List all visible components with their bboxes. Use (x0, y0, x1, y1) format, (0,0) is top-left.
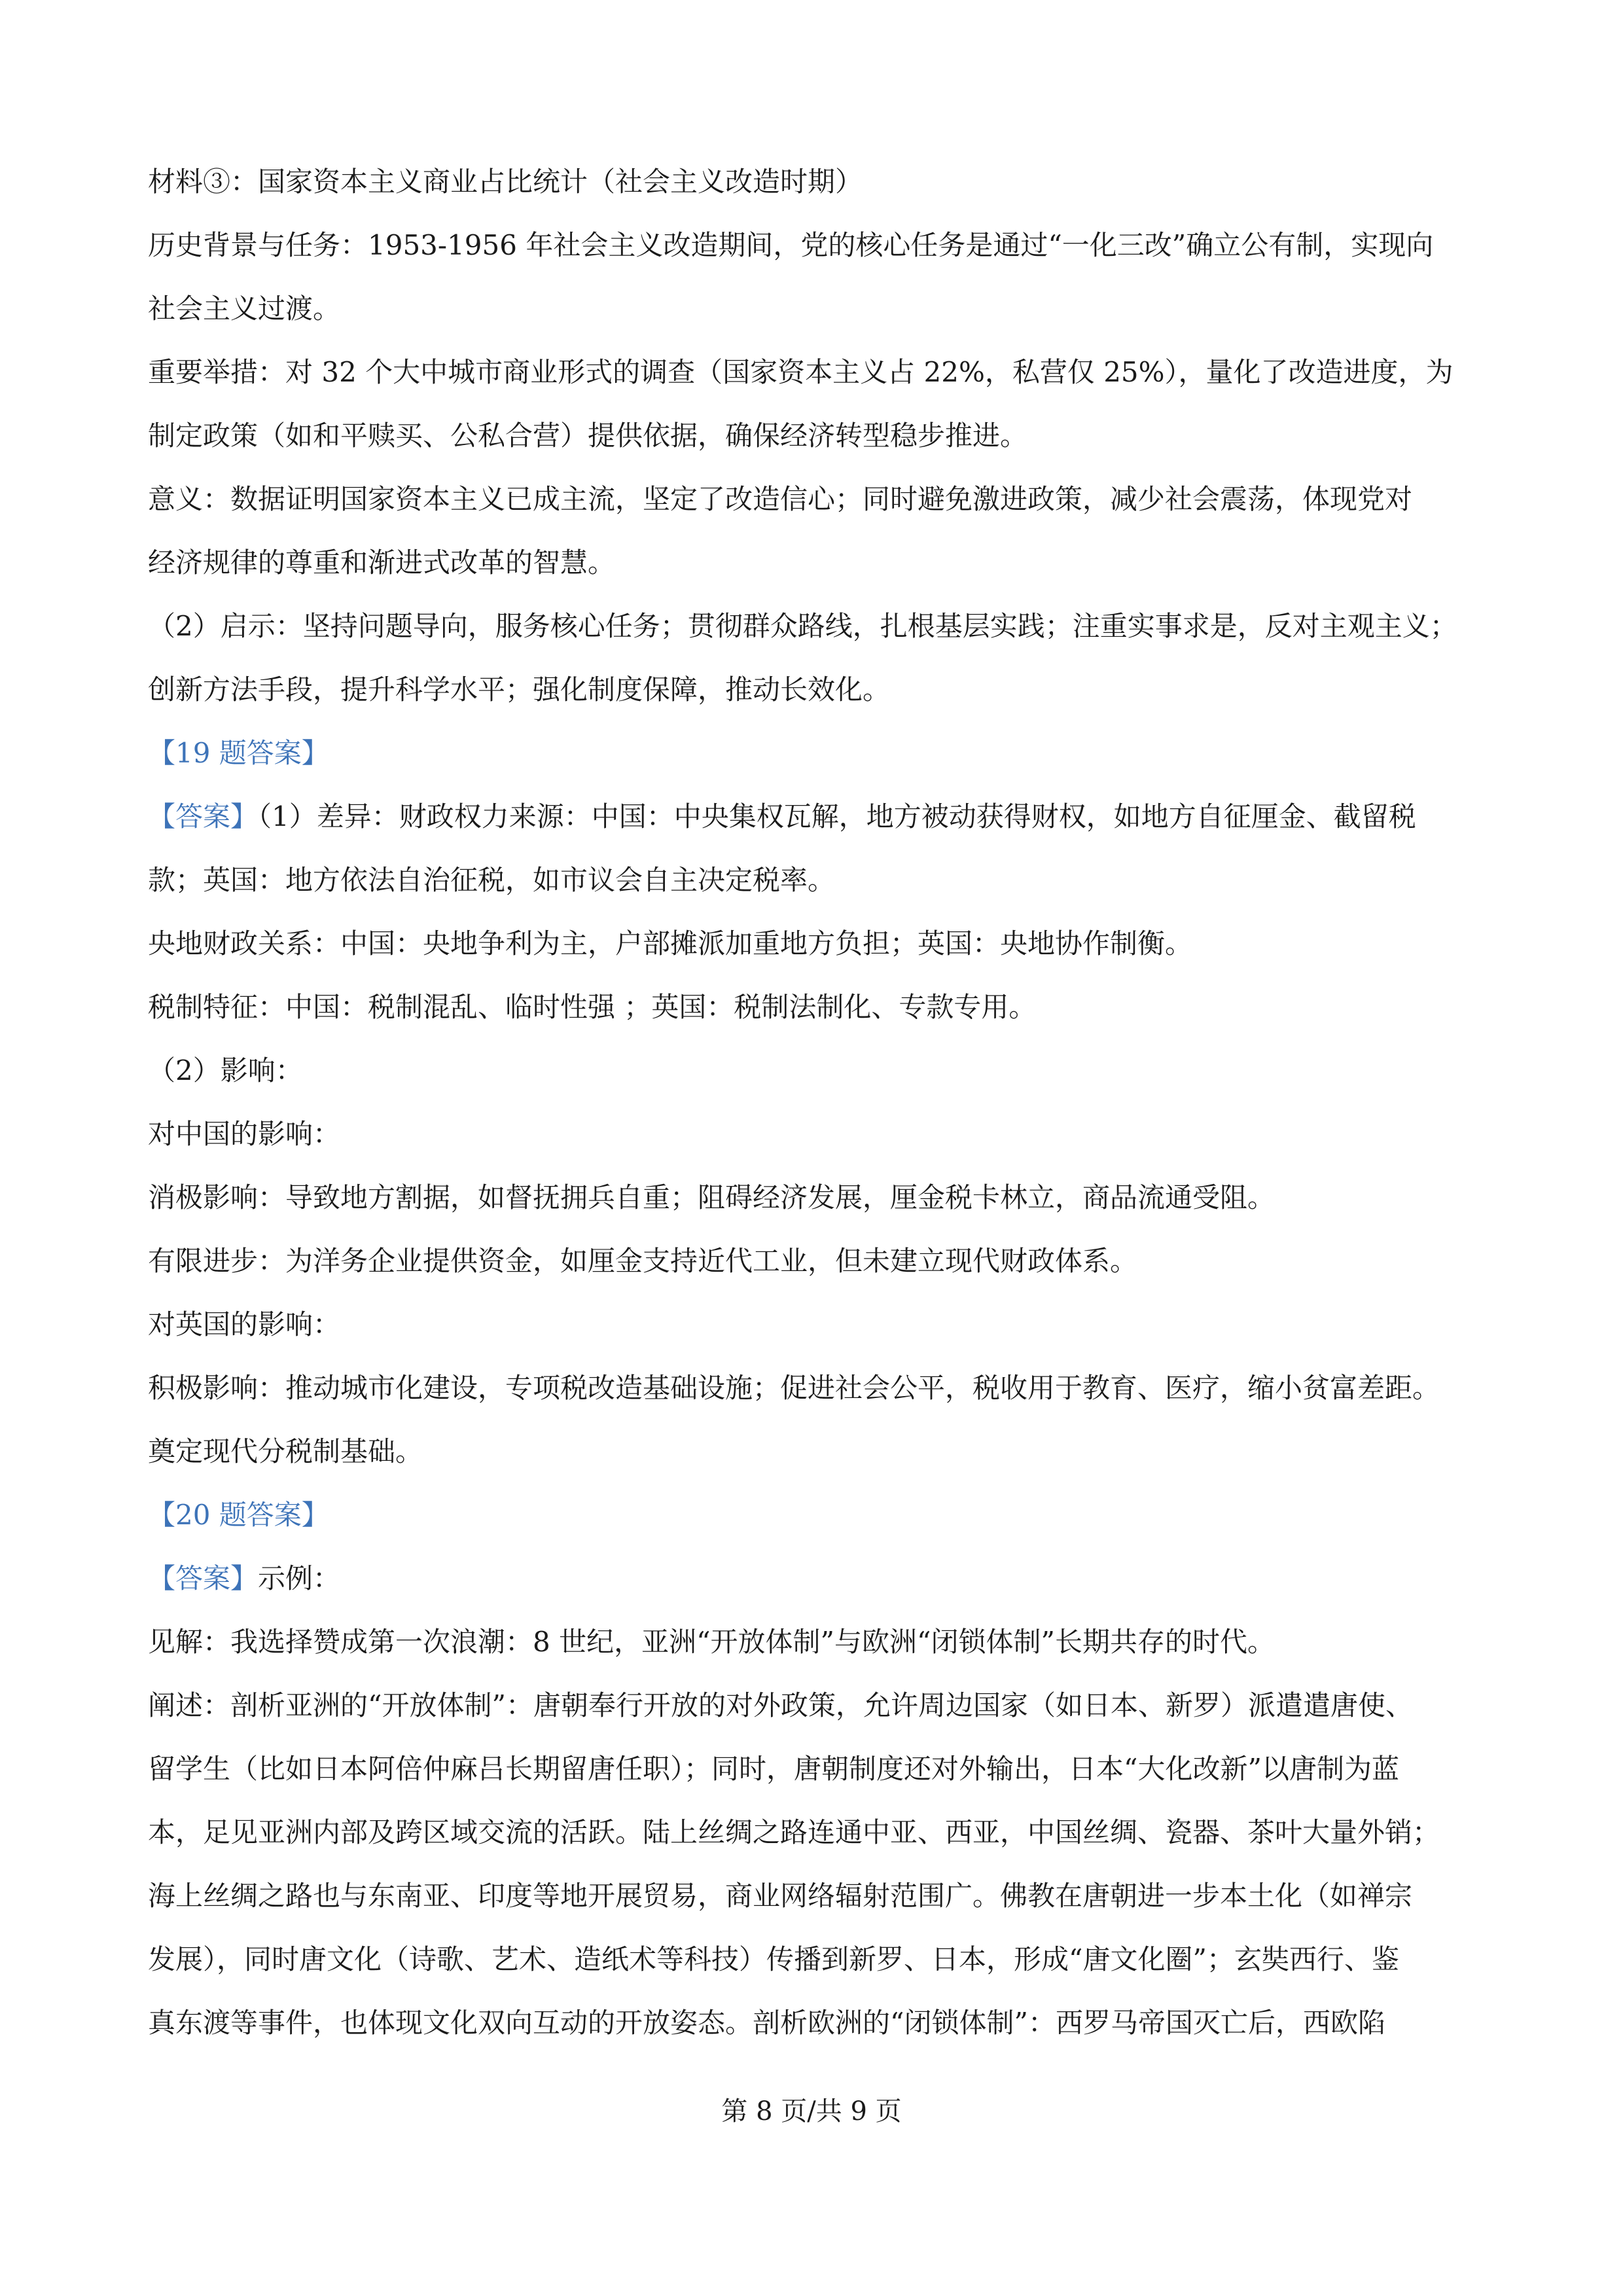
question-20-heading: 【20 题答案】 (148, 1499, 329, 1531)
paragraph-line: 材料③：国家资本主义商业占比统计（社会主义改造时期） (148, 166, 863, 198)
answer-text: （1）差异：财政权力来源：中国：中央集权瓦解，地方被动获得财权，如地方自征厘金、截留税 (258, 800, 1416, 833)
paragraph-line: 意义：数据证明国家资本主义已成主流，坚定了改造信心；同时避免激进政策，减少社会震荡，体现党对 (148, 483, 1413, 515)
paragraph-line: 留学生（比如日本阿倍仲麻吕长期留唐任职）；同时，唐朝制度还对外输出，日本“大化改新”以唐制为蓝 (148, 1753, 1399, 1785)
paragraph-line: 消极影响：导致地方割据，如督抚拥兵自重；阻碍经济发展，厘金税卡林立，商品流通受阻。 (148, 1181, 1275, 1213)
paragraph-line: 本，足见亚洲内部及跨区域交流的活跃。陆上丝绸之路连通中亚、西亚，中国丝绸、瓷器、茶叶大量外销； (148, 1816, 1440, 1848)
paragraph-line: 对英国的影响： (148, 1308, 341, 1340)
page-number-footer: 第 8 页/共 9 页 (721, 2096, 902, 2126)
paragraph-line: 经济规律的尊重和渐进式改革的智慧。 (148, 547, 616, 579)
question-19-heading: 【19 题答案】 (148, 737, 329, 769)
paragraph-line: （2）影响： (148, 1054, 303, 1086)
paragraph-line: 央地财政关系：中国：央地争利为主，户部摊派加重地方负担；英国：央地协作制衡。 (148, 927, 1193, 960)
paragraph-line: 社会主义过渡。 (148, 293, 341, 325)
paragraph-line: 创新方法手段，提升科学水平；强化制度保障，推动长效化。 (148, 673, 891, 706)
paragraph-line: 海上丝绸之路也与东南亚、印度等地开展贸易，商业网络辐射范围广。佛教在唐朝进一步本土化（如禅宗 (148, 1880, 1413, 1912)
answer-label: 【答案】 (148, 1562, 259, 1594)
paragraph-line: 阐述：剖析亚洲的“开放体制”：唐朝奉行开放的对外政策，允许周边国家（如日本、新罗）派遣遣唐使、 (148, 1689, 1413, 1721)
paragraph-line: 款；英国：地方依法自治征税，如市议会自主决定税率。 (148, 864, 836, 896)
paragraph-line: 制定政策（如和平赎买、公私合营）提供依据，确保经济转型稳步推进。 (148, 420, 1028, 452)
paragraph-line: （2）启示：坚持问题导向，服务核心任务；贯彻群众路线，扎根基层实践；注重实事求是，反对主观主义； (148, 610, 1457, 642)
paragraph-line: 重要举措：对 32 个大中城市商业形式的调查（国家资本主义占 22%，私营仅 25%），量化了改造进度，为 (148, 356, 1454, 388)
paragraph-line: 见解：我选择赞成第一次浪潮：8 世纪，亚洲“开放体制”与欧洲“闭锁体制”长期共存的时代。 (148, 1626, 1275, 1658)
paragraph-line: 奠定现代分税制基础。 (148, 1435, 423, 1467)
answer-label: 【答案】 (148, 800, 259, 833)
paragraph-line: 历史背景与任务：1953-1956 年社会主义改造期间，党的核心任务是通过“一化三改”确立公有制，实现向 (148, 229, 1434, 261)
paragraph-line: 积极影响：推动城市化建设，专项税改造基础设施；促进社会公平，税收用于教育、医疗，缩小贫富差距。 (148, 1372, 1440, 1404)
answer-text: 示例： (258, 1562, 341, 1594)
paragraph-line: 发展），同时唐文化（诗歌、艺术、造纸术等科技）传播到新罗、日本，形成“唐文化圈”；玄奘西行、鉴 (148, 1943, 1399, 1975)
paragraph-line: 税制特征：中国：税制混乱、临时性强 ；英国：税制法制化、专款专用。 (148, 991, 1037, 1023)
paragraph-line: 有限进步：为洋务企业提供资金，如厘金支持近代工业，但未建立现代财政体系。 (148, 1245, 1138, 1277)
paragraph-line (148, 797, 1479, 836)
paragraph-line: 真东渡等事件，也体现文化双向互动的开放姿态。剖析欧洲的“闭锁体制”：西罗马帝国灭亡后，西欧陷 (148, 2007, 1385, 2039)
paragraph-line: 对中国的影响： (148, 1118, 341, 1150)
paragraph-line (148, 1559, 1479, 1598)
